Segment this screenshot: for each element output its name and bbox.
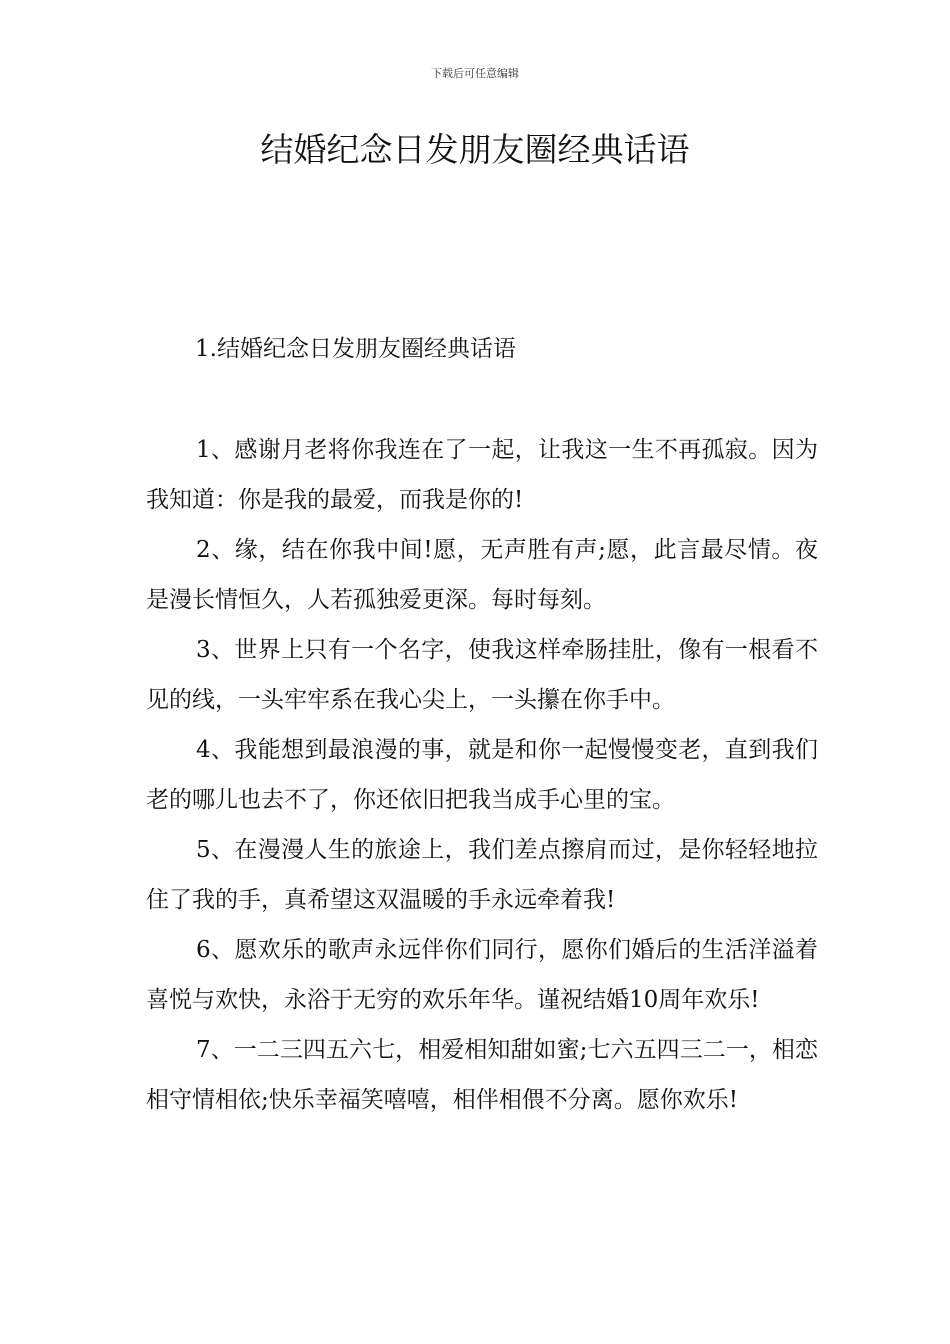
paragraph-2: 2、缘，结在你我中间!愿，无声胜有声;愿，此言最尽情。夜是漫长情恒久，人若孤独爱更深。每时每刻。 <box>146 537 818 613</box>
body-text <box>146 425 818 1125</box>
header-note: 下载后可任意编辑 <box>431 67 519 80</box>
paragraph-7: 7、一二三四五六七，相爱相知甜如蜜;七六五四三二一，相恋相守情相依;快乐幸福笑嘻嘻，相伴相偎不分离。愿你欢乐! <box>146 1037 818 1113</box>
paragraph-3: 3、世界上只有一个名字，使我这样牵肠挂肚，像有一根看不见的线，一头牢牢系在我心尖上，一头攥在你手中。 <box>146 637 818 713</box>
paragraph-6: 6、愿欢乐的歌声永远伴你们同行，愿你们婚后的生活洋溢着喜悦与欢快，永浴于无穷的欢乐年华。谨祝结婚10周年欢乐! <box>146 937 818 1013</box>
document-title: 结婚纪念日发朋友圈经典话语 <box>260 130 690 169</box>
paragraph-4: 4、我能想到最浪漫的事，就是和你一起慢慢变老，直到我们老的哪儿也去不了，你还依旧把我当成手心里的宝。 <box>146 737 818 813</box>
paragraph-1: 1、感谢月老将你我连在了一起，让我这一生不再孤寂。因为我知道：你是我的最爱，而我是你的! <box>146 437 818 513</box>
paragraph-5: 5、在漫漫人生的旅途上，我们差点擦肩而过，是你轻轻地拉住了我的手，真希望这双温暖的手永远牵着我! <box>146 837 818 913</box>
section-heading: 1.结婚纪念日发朋友圈经典话语 <box>195 336 516 362</box>
